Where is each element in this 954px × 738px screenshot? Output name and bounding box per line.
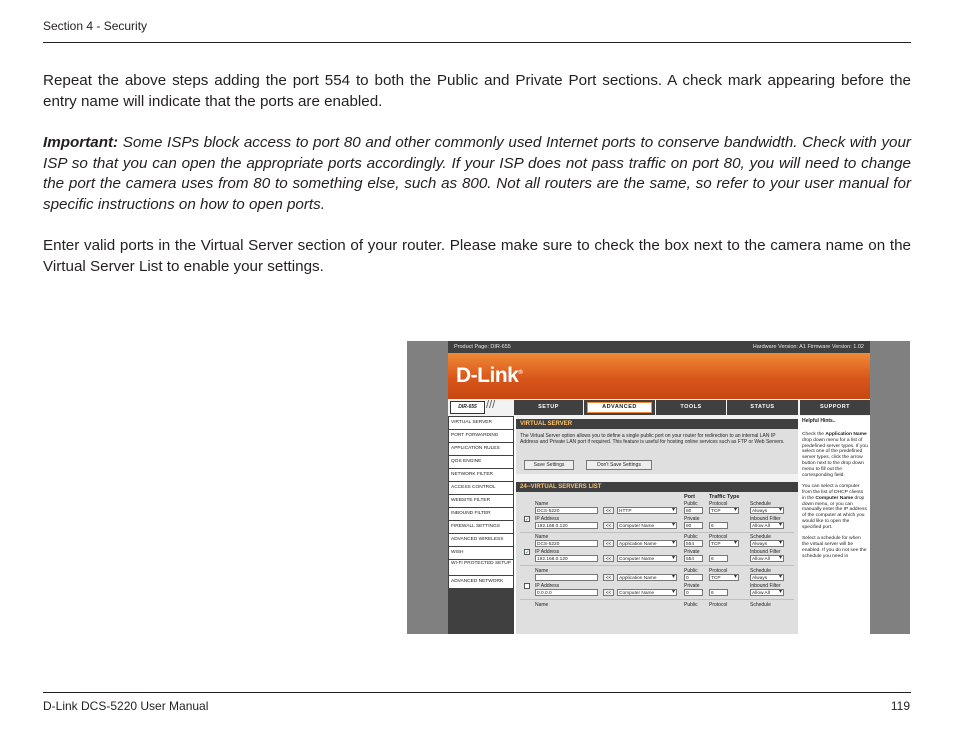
- virtual-server-description: The Virtual Server option allows you to define a single public port on your router for redirection to an internal LAN IP Address and Private LAN port if required. This feature is useful for hosting online services such as FTP or Web Servers.: [520, 433, 785, 445]
- row2-application-select[interactable]: Application Name ▾: [617, 540, 677, 547]
- row1-name-input[interactable]: DCS-5220: [535, 507, 598, 514]
- row3-computer-select[interactable]: Computer Name ▾: [617, 589, 677, 596]
- row3-application-select[interactable]: Application Name ▾: [617, 574, 677, 581]
- row3-private-port-input[interactable]: 0: [684, 589, 703, 596]
- tab-status[interactable]: STATUS: [727, 400, 798, 415]
- row3-protocol-label: Protocol: [709, 568, 728, 574]
- row1-inbound-select[interactable]: Allow All ▾: [750, 522, 784, 529]
- row2-computer-select[interactable]: Computer Name ▾: [617, 555, 677, 562]
- footer-rule: [43, 692, 911, 693]
- nav-item-virtual-server[interactable]: VIRTUAL SERVER: [449, 417, 513, 429]
- row2-public-port-input[interactable]: 554: [684, 540, 703, 547]
- router-page: [448, 341, 870, 634]
- row2-schedule-select[interactable]: Always ▾: [750, 540, 784, 547]
- row1-app-arrow-button[interactable]: <<: [603, 507, 614, 514]
- row2-public-label: Public: [684, 534, 698, 540]
- row-separator: [520, 532, 794, 533]
- router-content: [516, 416, 798, 634]
- virtual-server-intro: [516, 429, 798, 474]
- nav-item-firewall-settings[interactable]: FIREWALL SETTINGS: [449, 521, 513, 533]
- row4-name-label: Name: [535, 602, 549, 608]
- row2-app-arrow-button[interactable]: <<: [603, 540, 614, 547]
- nav-item-application-rules[interactable]: APPLICATION RULES: [449, 443, 513, 455]
- row2-inbound-select[interactable]: Allow All ▾: [750, 555, 784, 562]
- row2-schedule-label: Schedule: [750, 534, 771, 540]
- row4-protocol-label: Protocol: [709, 602, 728, 608]
- row1-computer-select[interactable]: Computer Name ▾: [617, 522, 677, 529]
- row3-enable-checkbox[interactable]: [524, 583, 530, 589]
- column-traffic-type: Traffic Type: [709, 494, 740, 500]
- row1-public-port-input[interactable]: 80: [684, 507, 703, 514]
- row1-computer-arrow-button[interactable]: <<: [603, 522, 614, 529]
- paragraph-ports: Repeat the above steps adding the port 554 to both the Public and Private Port sections. A check mark appearing before the entry name will indicate that the ports are enabled.: [43, 72, 911, 110]
- helpful-hints-text: Check the Application Name drop down menu for a list of predefined server types. If you select one of the predefined server types, click the arrow button next to the drop down menu to fill out the corresponding field. You can select a computer from the list of DHCP clients in the Computer Name drop down menu, or you can manually enter the IP address of the computer at which you would like to open the specified port. Select a schedule for when the virtual server will be enabled. If you do not see the schedule you need in: [802, 432, 868, 559]
- row1-name-label: Name: [535, 501, 549, 507]
- row3-schedule-select[interactable]: Always ▾: [750, 574, 784, 581]
- row2-protocol-label: Protocol: [709, 534, 728, 540]
- version-label: Hardware Version: A1 Firmware Version: 1.02: [752, 344, 864, 350]
- nav-item-wifi-protected-setup[interactable]: WI-FI PROTECTED SETUP: [449, 560, 513, 575]
- row2-ip-label: IP Address: [535, 549, 560, 555]
- nav-item-advanced-wireless[interactable]: ADVANCED WIRELESS: [449, 534, 513, 546]
- row1-protocol-number-input[interactable]: 6: [709, 522, 728, 529]
- product-page-label: Product Page: DIR-655: [454, 344, 511, 350]
- tab-advanced[interactable]: ADVANCED: [584, 400, 655, 415]
- row3-private-label: Private: [684, 583, 700, 589]
- tab-support[interactable]: SUPPORT: [800, 400, 870, 415]
- row3-public-label: Public: [684, 568, 698, 574]
- footer-manual-title: D-Link DCS-5220 User Manual: [43, 699, 209, 713]
- row2-private-label: Private: [684, 549, 700, 555]
- row2-computer-arrow-button[interactable]: <<: [603, 555, 614, 562]
- nav-item-port-forwarding[interactable]: PORT FORWARDING: [449, 430, 513, 442]
- header-rule: [43, 42, 911, 43]
- row1-ip-input[interactable]: 192.168.0.120: [535, 522, 598, 529]
- virtual-server-title: VIRTUAL SERVER: [516, 419, 798, 429]
- row2-enable-checkbox[interactable]: ✓: [525, 550, 530, 556]
- dont-save-settings-button[interactable]: Don't Save Settings: [586, 460, 652, 470]
- section-header: Section 4 - Security: [43, 19, 148, 33]
- row2-private-port-input[interactable]: 554: [684, 555, 703, 562]
- save-settings-button[interactable]: Save Settings: [524, 460, 574, 470]
- row1-application-select[interactable]: HTTP ▾: [617, 507, 677, 514]
- nav-item-inbound-filter[interactable]: INBOUND FILTER: [449, 508, 513, 520]
- nav-item-advanced-network[interactable]: ADVANCED NETWORK: [449, 576, 513, 588]
- column-port: Port: [684, 494, 695, 500]
- row1-protocol-select[interactable]: TCP ▾: [709, 507, 739, 514]
- row1-ip-label: IP Address: [535, 516, 560, 522]
- nav-item-access-control[interactable]: ACCESS CONTROL: [449, 482, 513, 494]
- row3-name-label: Name: [535, 568, 549, 574]
- model-label: DIR-655: [450, 401, 485, 414]
- nav-item-network-filter[interactable]: NETWORK FILTER: [449, 469, 513, 481]
- page-number: 119: [890, 699, 910, 713]
- paragraph-enter-ports: Enter valid ports in the Virtual Server section of your router. Please make sure to check the box next to the camera name on the Virtual Server List to enable your settings.: [43, 237, 911, 275]
- row3-name-input[interactable]: [535, 574, 598, 581]
- row2-protocol-number-input[interactable]: 6: [709, 555, 728, 562]
- row3-schedule-label: Schedule: [750, 568, 771, 574]
- router-screenshot: [407, 341, 910, 634]
- row2-inbound-label: Inbound Filter: [750, 549, 781, 555]
- row2-ip-input[interactable]: 192.168.0.120: [535, 555, 598, 562]
- row1-schedule-select[interactable]: Always ▾: [750, 507, 784, 514]
- router-tab-bar: [448, 399, 870, 416]
- row3-ip-input[interactable]: 0.0.0.0: [535, 589, 598, 596]
- row3-app-arrow-button[interactable]: <<: [603, 574, 614, 581]
- row1-public-label: Public: [684, 501, 698, 507]
- important-text: Some ISPs block access to port 80 and other commonly used Internet ports to conserve bandwidth. Check with your ISP so that you can open the appropriate ports accordingly. If your ISP does not pass traffic on port 80, you will need to change the port the camera uses from 80 to something else, such as 800. Not all routers are the same, so refer to your user manual for specific instructions on how to open ports.: [43, 134, 911, 213]
- router-banner: [448, 353, 870, 399]
- tab-setup[interactable]: SETUP: [514, 400, 583, 415]
- important-label: Important:: [43, 134, 119, 151]
- row1-private-label: Private: [684, 516, 700, 522]
- helpful-hints-title: Helpful Hints..: [802, 418, 836, 424]
- row2-name-input[interactable]: DCS-5220: [535, 540, 598, 547]
- row2-protocol-select[interactable]: TCP ▾: [709, 540, 739, 547]
- row1-protocol-label: Protocol: [709, 501, 728, 507]
- row3-public-port-input[interactable]: 0: [684, 574, 703, 581]
- row-separator: [520, 565, 794, 566]
- tab-tools[interactable]: TOOLS: [656, 400, 726, 415]
- nav-item-website-filter[interactable]: WEBSITE FILTER: [449, 495, 513, 507]
- row3-inbound-label: Inbound Filter: [750, 583, 781, 589]
- virtual-servers-list-title: 24--VIRTUAL SERVERS LIST: [516, 482, 798, 492]
- model-slashes: ///: [486, 399, 496, 411]
- nav-item-qos-engine[interactable]: QOS ENGINE: [449, 456, 513, 468]
- row3-computer-arrow-button[interactable]: <<: [603, 589, 614, 596]
- virtual-servers-list: [516, 492, 798, 634]
- row3-protocol-number-input[interactable]: 6: [709, 589, 728, 596]
- row1-enable-checkbox[interactable]: ✓: [525, 517, 530, 523]
- row1-private-port-input[interactable]: 80: [684, 522, 703, 529]
- router-left-nav: [448, 416, 514, 634]
- row3-inbound-select[interactable]: Allow All ▾: [750, 589, 784, 596]
- row-separator: [520, 599, 794, 600]
- paragraph-important: [43, 133, 911, 215]
- row1-inbound-label: Inbound Filter: [750, 516, 781, 522]
- row4-schedule-label: Schedule: [750, 602, 771, 608]
- row3-ip-label: IP Address: [535, 583, 560, 589]
- row2-name-label: Name: [535, 534, 549, 540]
- row3-protocol-select[interactable]: TCP ▾: [709, 574, 739, 581]
- row1-schedule-label: Schedule: [750, 501, 771, 507]
- router-topbar: [448, 341, 870, 353]
- helpful-hints-panel: [800, 416, 870, 634]
- nav-item-wish[interactable]: WISH: [449, 547, 513, 559]
- dlink-logo: D-Link®: [456, 364, 523, 387]
- row4-public-label: Public: [684, 602, 698, 608]
